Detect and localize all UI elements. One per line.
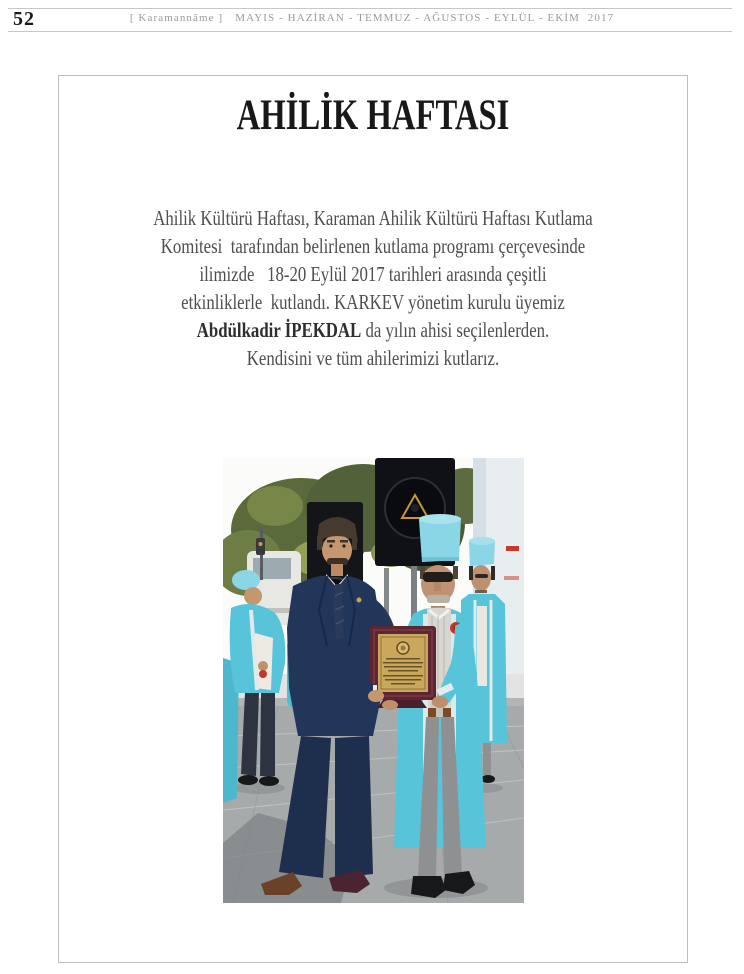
ceremony-photo xyxy=(223,458,524,903)
body-line: ilimizde 18-20 Eylül 2017 tarihleri arasında çeşitli xyxy=(199,262,547,286)
page-header xyxy=(0,13,744,24)
page-number: 52 xyxy=(13,8,35,30)
body-line: etkinliklerle kutlandı. KARKEV yönetim kurulu üyemiz xyxy=(181,290,565,314)
body-line: Ahilik Kültürü Haftası, Karaman Ahilik Kültürü Haftası Kutlama xyxy=(153,206,593,230)
person-name: Abdülkadir İPEKDAL xyxy=(196,318,362,342)
article-frame xyxy=(58,75,688,963)
body-line-bold: Abdülkadir İPEKDAL da yılın ahisi seçilenlerden. xyxy=(196,318,550,342)
header-bottom-rule xyxy=(8,31,732,32)
body-line: Komitesi tarafından belirlenen kutlama programı çerçevesinde xyxy=(160,234,586,258)
magazine-name: [ Karamannâme ] xyxy=(129,12,224,24)
article-title: AHİLİK HAFTASI xyxy=(236,92,510,139)
header-top-rule xyxy=(8,8,732,9)
body-line: Kendisini ve tüm ahilerimizi kutlarız. xyxy=(246,346,500,370)
issue-months: MAYIS - HAZİRAN - TEMMUZ - AĞUSTOS - EYLÜL - EKİM 2017 xyxy=(235,12,615,24)
article-body xyxy=(122,204,624,372)
